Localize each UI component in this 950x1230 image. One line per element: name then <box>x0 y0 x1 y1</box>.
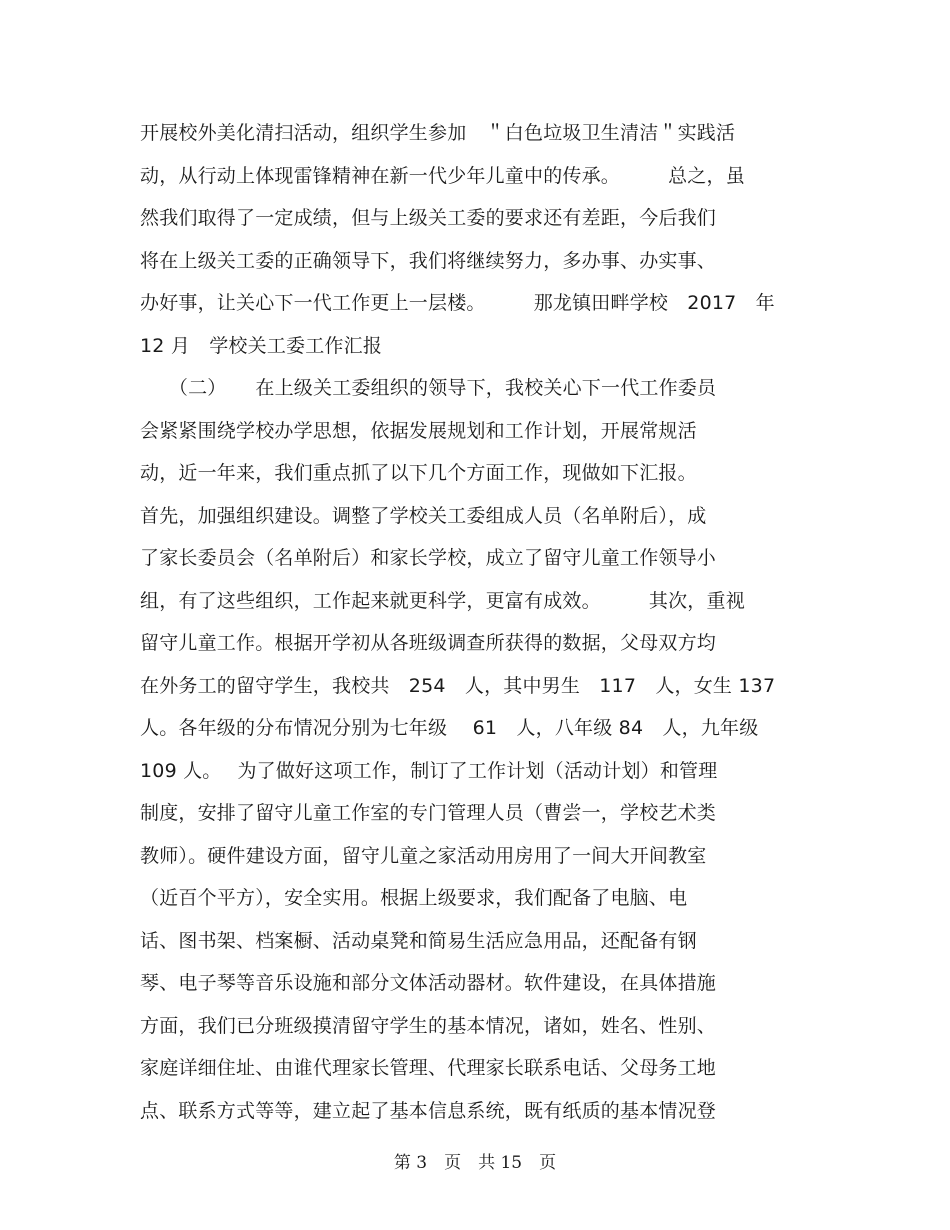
text-line: 方面，我们已分班级摸清留守学生的基本情况，诸如，姓名、性别、 <box>140 1014 717 1037</box>
text-line: 然我们取得了一定成绩，但与上级关工委的要求还有差距，今后我们 <box>140 207 717 229</box>
text-line: （近百个平方），安全实用。根据上级要求，我们配备了电脑、电 <box>140 887 688 909</box>
body-text <box>140 112 820 1132</box>
text-line: 人。各年级的分布情况分别为七年级 61 人，八年级 84 人，九年级 <box>140 717 759 739</box>
text-line: （二） 在上级关工委组织的领导下，我校关心下一代工作委员 <box>140 377 717 399</box>
text-line: 12 月 学校关工委工作汇报 <box>140 334 383 357</box>
text-line: 办好事，让关心下一代工作更上一层楼。 那龙镇田畔学校 2017 年 <box>140 292 775 314</box>
text-line: 制度，安排了留守儿童工作室的专门管理人员（曹尝一，学校艺术类 <box>140 802 717 824</box>
text-line: 了家长委员会（名单附后）和家长学校，成立了留守儿童工作领导小 <box>140 547 717 569</box>
page-number-footer: 第 3 页 共 15 页 <box>393 1153 557 1173</box>
text-line: 组，有了这些组织，工作起来就更科学，更富有成效。 其次，重视 <box>140 589 745 612</box>
text-line: 话、图书架、档案橱、活动桌凳和简易生活应急用品，还配备有钢 <box>140 929 697 952</box>
text-line: 首先，加强组织建设。调整了学校关工委组成人员（名单附后），成 <box>140 504 707 527</box>
text-line: 动，近一年来，我们重点抓了以下几个方面工作，现做如下汇报。 <box>140 462 697 484</box>
text-line: 开展校外美化清扫活动，组织学生参加 ＂白色垃圾卫生清洁＂实践活 <box>140 122 736 144</box>
text-line: 琴、电子琴等音乐设施和部分文体活动器材。软件建设，在具体措施 <box>140 972 717 994</box>
text-line: 动，从行动上体现雷锋精神在新一代少年儿童中的传承。 总之，虽 <box>140 164 745 187</box>
text-line: 留守儿童工作。根据开学初从各班级调查所获得的数据，父母双方均 <box>140 632 717 654</box>
text-line: 家庭详细住址、由谁代理家长管理、代理家长联系电话、父母务工地 <box>140 1057 717 1079</box>
text-line: 将在上级关工委的正确领导下，我们将继续努力，多办事、办实事、 <box>140 249 717 272</box>
text-line: 点、联系方式等等，建立起了基本信息系统，既有纸质的基本情况登 <box>140 1099 717 1122</box>
text-line: 教师）。硬件建设方面，留守儿童之家活动用房用了一间大开间教室 <box>140 844 707 867</box>
text-line: 在外务工的留守学生，我校共 254 人，其中男生 117 人，女生 137 <box>140 674 776 697</box>
text-line: 会紧紧围绕学校办学思想，依据发展规划和工作计划，开展常规活 <box>140 419 697 442</box>
text-line: 109 人。 为了做好这项工作，制订了工作计划（活动计划）和管理 <box>140 759 718 782</box>
